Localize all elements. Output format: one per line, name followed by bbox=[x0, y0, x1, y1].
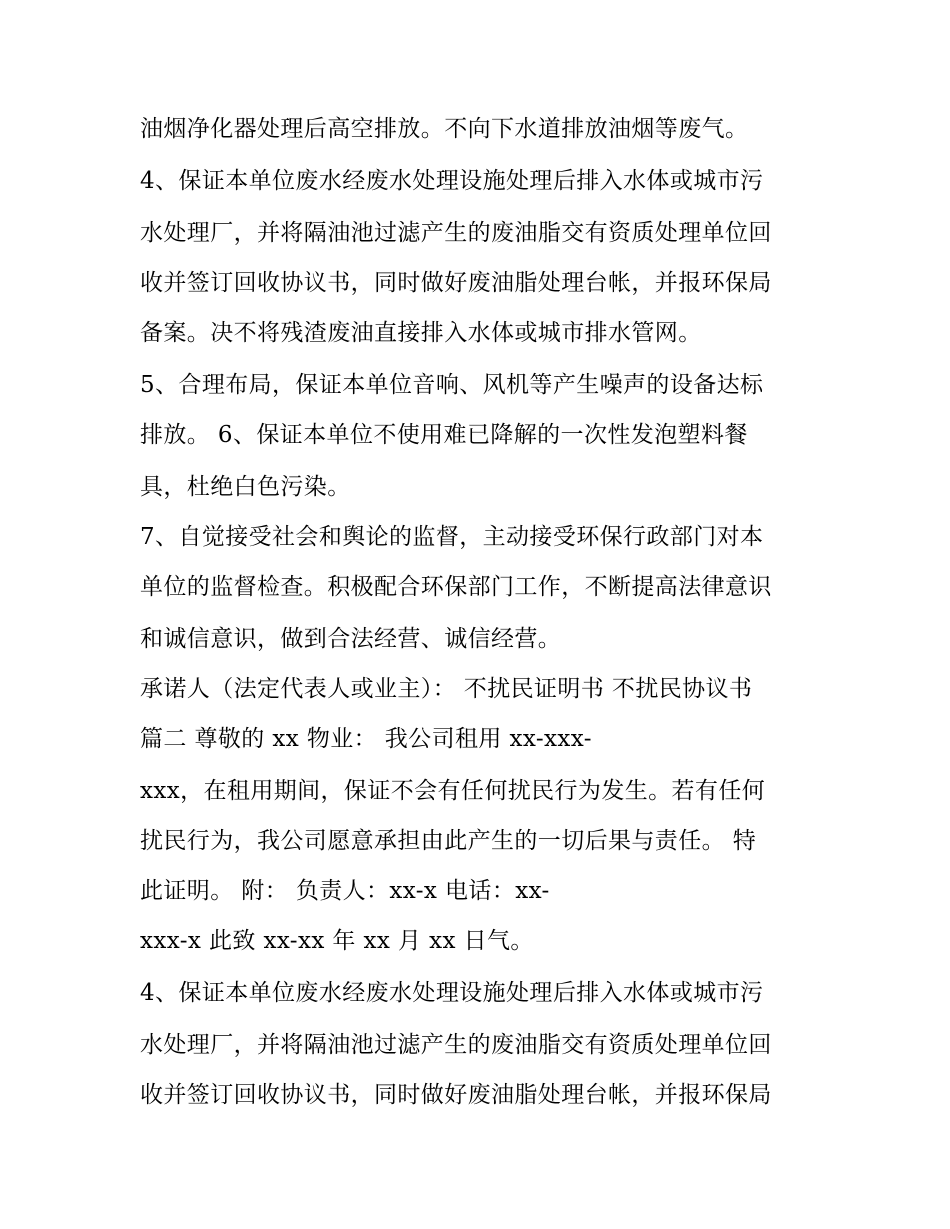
text-line: xxx-x 此致 xx-xx 年 xx 月 xx 日气。 bbox=[140, 928, 534, 954]
text-line: 水处理厂，并将隔油池过滤产生的废油脂交有资质处理单位回 bbox=[140, 1032, 772, 1058]
text-line: 单位的监督检查。积极配合环保部门工作，不断提高法律意识 bbox=[140, 574, 772, 600]
text-line: 扰民行为，我公司愿意承担由此产生的一切后果与责任。 特 bbox=[140, 828, 757, 854]
text-line: 油烟净化器处理后高空排放。不向下水道排放油烟等废气。 bbox=[140, 116, 749, 142]
text-line: 4、保证本单位废水经废水处理设施处理后排入水体或城市污 bbox=[140, 168, 764, 194]
text-line: 收并签订回收协议书，同时做好废油脂处理台帐，并报环保局 bbox=[140, 270, 772, 296]
text-line: 7、自觉接受社会和舆论的监督，主动接受环保行政部门对本 bbox=[140, 524, 764, 550]
text-line: xxx，在租用期间，保证不会有任何扰民行为发生。若有任何 bbox=[140, 778, 766, 804]
text-line: 5、合理布局，保证本单位音响、风机等产生噪声的设备达标 bbox=[140, 372, 764, 398]
text-line: 篇二 尊敬的 xx 物业： 我公司租用 xx-xxx- bbox=[140, 726, 592, 752]
text-line: 排放。 6、保证本单位不使用难已降解的一次性发泡塑料餐 bbox=[140, 422, 748, 448]
text-line: 此证明。 附： 负责人：xx-x 电话：xx- bbox=[140, 878, 550, 904]
text-line: 和诚信意识，做到合法经营、诚信经营。 bbox=[140, 626, 562, 652]
text-line: 具，杜绝白色污染。 bbox=[140, 474, 351, 500]
text-line: 收并签订回收协议书，同时做好废油脂处理台帐，并报环保局 bbox=[140, 1082, 772, 1108]
text-line: 备案。决不将残渣废油直接排入水体或城市排水管网。 bbox=[140, 320, 702, 346]
text-line: 水处理厂，并将隔油池过滤产生的废油脂交有资质处理单位回 bbox=[140, 220, 772, 246]
text-line: 承诺人（法定代表人或业主）： 不扰民证明书 不扰民协议书 bbox=[140, 676, 753, 702]
text-line: 4、保证本单位废水经废水处理设施处理后排入水体或城市污 bbox=[140, 980, 764, 1006]
